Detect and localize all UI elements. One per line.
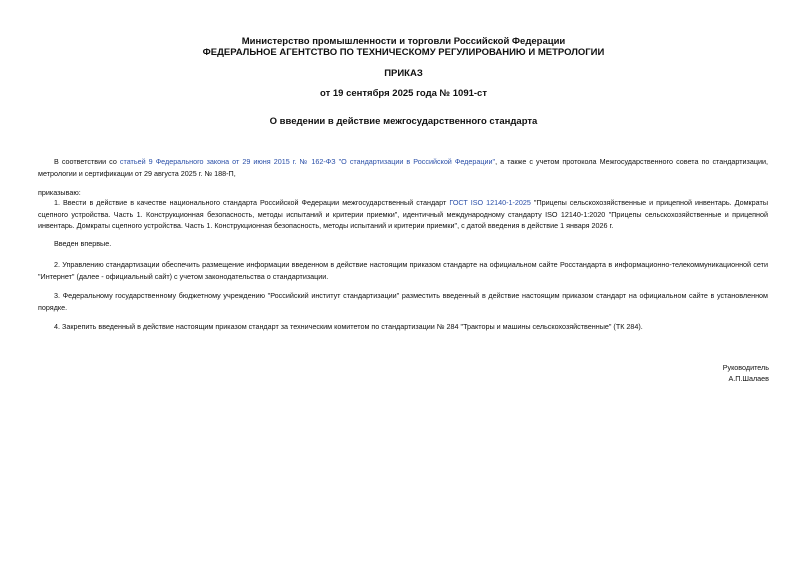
signatory-name: А.П.Шалаев: [728, 374, 769, 383]
document-subject: О введении в действие межгосударственного стандарта: [269, 116, 538, 127]
preamble-paragraph: [38, 156, 768, 179]
federal-law-article-link[interactable]: статьей 9 Федерального закона от 29 июня 2015 г. № 162-ФЗ: [119, 157, 336, 166]
document-type: ПРИКАЗ: [384, 68, 423, 79]
preamble-prefix: В соответствии со: [54, 157, 120, 166]
order-item-1: [38, 197, 768, 232]
introduced-first-note: Введен впервые.: [54, 239, 112, 248]
item1-prefix: 1. Ввести в действие в качестве национального стандарта Российской Федерации межгосударственный стандарт: [54, 198, 450, 207]
ministry-name: Министерство промышленности и торговли Российской Федерации: [241, 36, 566, 47]
order-item-3: 3. Федеральному государственному бюджетному учреждению "Российский институт стандартизации" разместить введенный в действие настоящим приказом стандарт на официальном сайте в установленном порядке.: [38, 291, 768, 312]
signatory-title: Руководитель: [722, 363, 769, 372]
document-date-number: от 19 сентября 2025 года № 1091-ст: [320, 88, 487, 99]
preamble-suffix: , а также с учетом протокола Межгосударственного совета по стандартизации, метрологии и сертификации от 29 августа 2025 г. № 188-П,: [38, 157, 768, 178]
standardization-law-link[interactable]: "О стандартизации в Российской Федерации": [338, 157, 496, 166]
order-item-2: 2. Управлению стандартизации обеспечить размещение информации введенном в действие настоящим приказом стандарте на официальном сайте Росстандарта в информационно-телекоммуникационной сети "Интернет" (далее - официальный сайт) с учетом законодательства о стандартизации.: [38, 260, 768, 281]
order-item-4: 4. Закрепить введенный в действие настоящим приказом стандарт за техническим комитетом по стандартизации № 284 "Тракторы и машины сельскохозяйственные" (ТК 284).: [54, 322, 643, 331]
item1-suffix: "Прицепы сельскохозяйственные и прицепной инвентарь. Домкраты сцепного устройства. Часть 1. Конструкционная безопасность, методы испытаний и критерии приемки", идентичный международному стандарту ISO 12140-1:2020 "Прицепы сельскохозяйственные и прицепной инвентарь. Домкраты сцепного устройства. Часть 1. Конструкционная безопасность, методы испытаний и критерии приемки", с датой введения в действие 1 января 2026 г.: [38, 198, 768, 230]
order-word: приказываю:: [38, 188, 81, 197]
agency-name: ФЕДЕРАЛЬНОЕ АГЕНТСТВО ПО ТЕХНИЧЕСКОМУ РЕГУЛИРОВАНИЮ И МЕТРОЛОГИИ: [202, 47, 605, 58]
gost-standard-link[interactable]: ГОСТ ISO 12140-1-2025: [449, 198, 531, 207]
